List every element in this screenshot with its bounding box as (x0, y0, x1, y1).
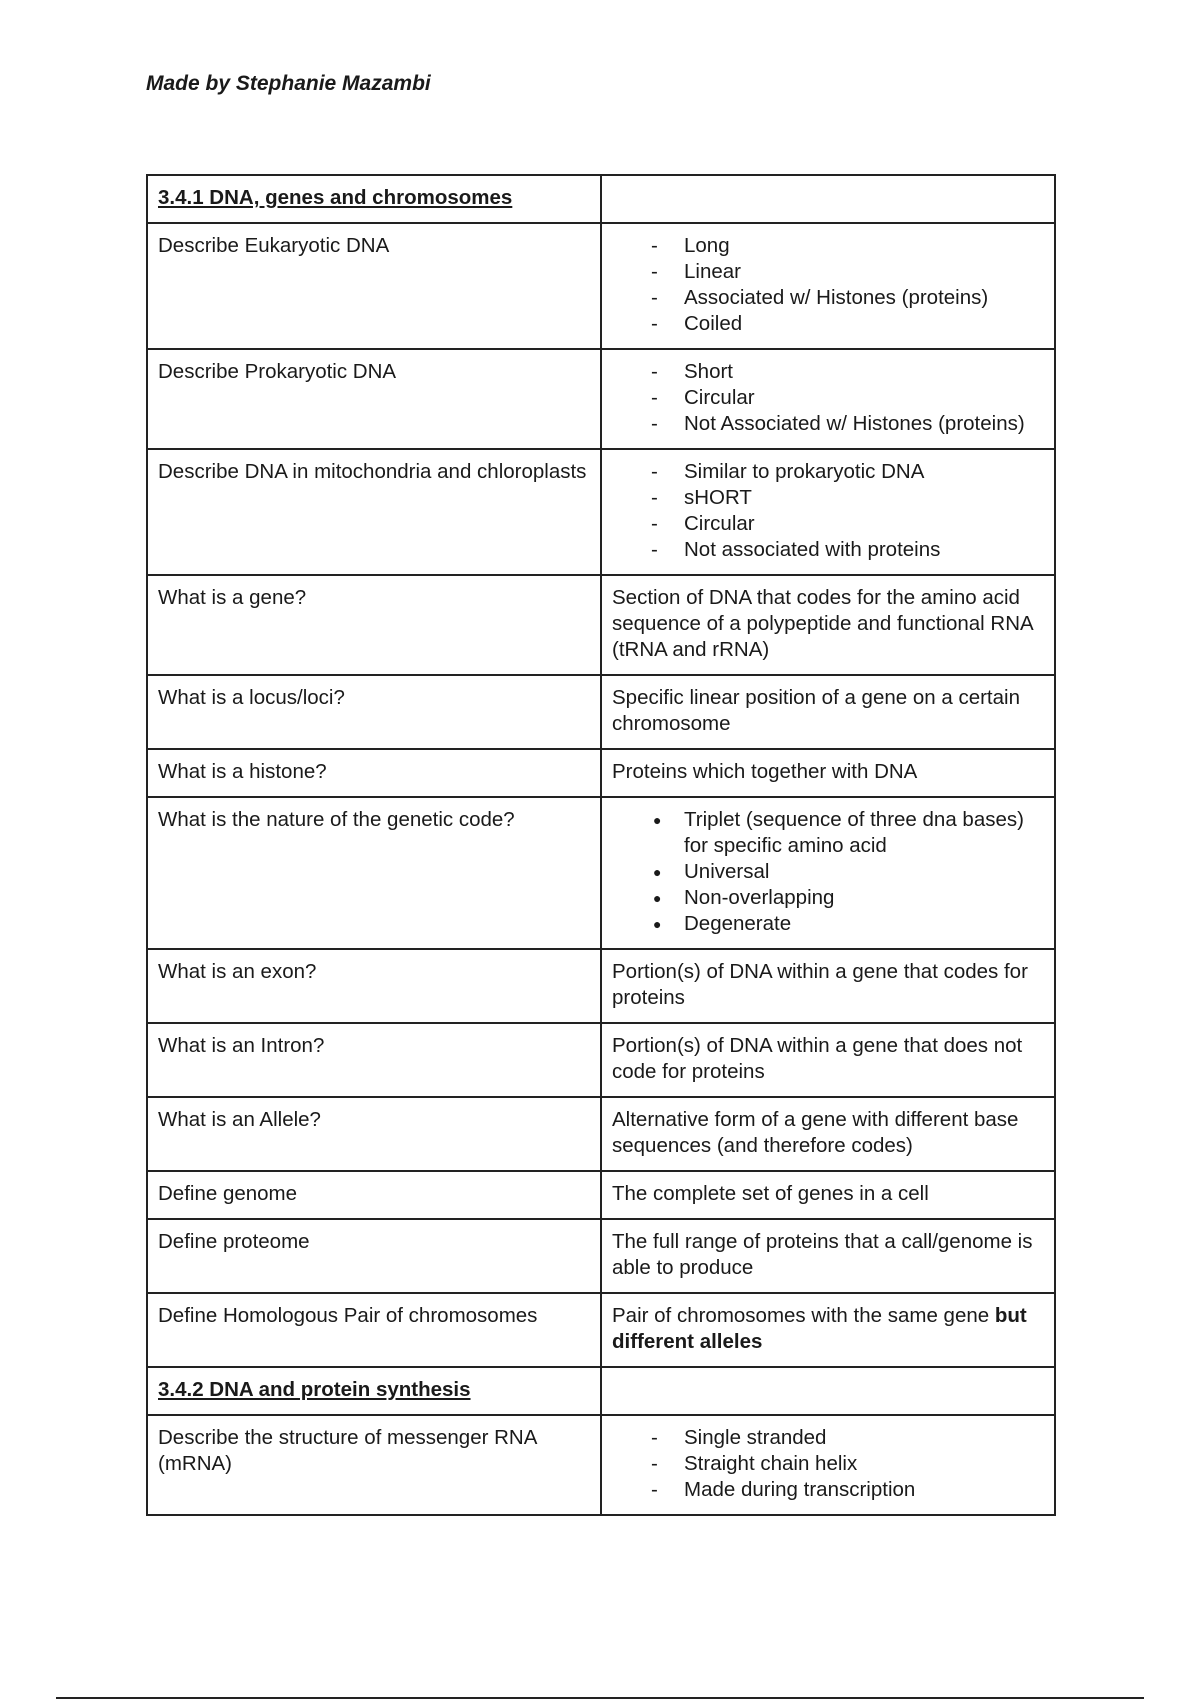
table-row (147, 749, 1055, 797)
list-item: ● Degenerate (651, 911, 1044, 937)
list-item: - Straight chain helix (651, 1451, 1044, 1477)
list-item: ● Non-overlapping (651, 885, 1044, 911)
list-item: - Long (651, 233, 1044, 259)
list-item: - Not associated with proteins (651, 537, 1044, 563)
answer-list (612, 359, 1044, 437)
answer-list (612, 1425, 1044, 1503)
table-row (147, 223, 1055, 349)
question-cell: What is the nature of the genetic code? (147, 797, 601, 949)
question-cell: Describe the structure of messenger RNA (mRNA) (147, 1415, 601, 1515)
answer-cell: Alternative form of a gene with different base sequences (and therefore codes) (601, 1097, 1055, 1171)
table-row (147, 1171, 1055, 1219)
list-item: - Similar to prokaryotic DNA (651, 459, 1044, 485)
list-item: - Linear (651, 259, 1044, 285)
question-cell: Define proteome (147, 1219, 601, 1293)
list-item: ● Universal (651, 859, 1044, 885)
table-row (147, 797, 1055, 949)
table-row (147, 949, 1055, 1023)
table-row (147, 1023, 1055, 1097)
answer-list (612, 807, 1044, 937)
answer-cell (601, 797, 1055, 949)
answer-cell (601, 349, 1055, 449)
section-title: 3.4.2 DNA and protein synthesis (147, 1367, 601, 1415)
table-row (147, 1293, 1055, 1367)
table-row (147, 575, 1055, 675)
list-item: - Single stranded (651, 1425, 1044, 1451)
section-header-empty-cell (601, 1367, 1055, 1415)
list-item: ● Triplet (sequence of three dna bases) for specific amino acid (651, 807, 1044, 859)
answer-emphasis: but different alleles (612, 1304, 1027, 1353)
section-title: 3.4.1 DNA, genes and chromosomes (147, 175, 601, 223)
list-item: - Coiled (651, 311, 1044, 337)
question-cell: What is an Allele? (147, 1097, 601, 1171)
question-cell: What is a histone? (147, 749, 601, 797)
question-cell: Define Homologous Pair of chromosomes (147, 1293, 601, 1367)
list-item: - Circular (651, 385, 1044, 411)
answer-cell: Specific linear position of a gene on a certain chromosome (601, 675, 1055, 749)
table-row (147, 449, 1055, 575)
list-item: - Circular (651, 511, 1044, 537)
author-credit: Made by Stephanie Mazambi (146, 72, 431, 95)
list-item: - Not Associated w/ Histones (proteins) (651, 411, 1044, 437)
answer-cell: The full range of proteins that a call/genome is able to produce (601, 1219, 1055, 1293)
table-row (147, 675, 1055, 749)
question-cell: Define genome (147, 1171, 601, 1219)
list-item: - Short (651, 359, 1044, 385)
question-cell: What is an exon? (147, 949, 601, 1023)
answer-cell: The complete set of genes in a cell (601, 1171, 1055, 1219)
section-header-row (147, 1367, 1055, 1415)
list-item: - Made during transcription (651, 1477, 1044, 1503)
answer-cell: Portion(s) of DNA within a gene that does not code for proteins (601, 1023, 1055, 1097)
answer-cell: Portion(s) of DNA within a gene that codes for proteins (601, 949, 1055, 1023)
answer-cell (601, 449, 1055, 575)
question-cell: What is a locus/loci? (147, 675, 601, 749)
question-cell: Describe Prokaryotic DNA (147, 349, 601, 449)
answer-cell (601, 223, 1055, 349)
revision-table (146, 174, 1056, 1516)
footer-rule (56, 1697, 1144, 1699)
answer-cell: Proteins which together with DNA (601, 749, 1055, 797)
table-row (147, 349, 1055, 449)
question-cell: What is a gene? (147, 575, 601, 675)
table-row (147, 1415, 1055, 1515)
question-cell: What is an Intron? (147, 1023, 601, 1097)
list-item: - Associated w/ Histones (proteins) (651, 285, 1044, 311)
answer-cell: Section of DNA that codes for the amino acid sequence of a polypeptide and functional RNA (tRNA and rRNA) (601, 575, 1055, 675)
answer-list (612, 459, 1044, 563)
section-header-row (147, 175, 1055, 223)
question-cell: Describe Eukaryotic DNA (147, 223, 601, 349)
question-cell: Describe DNA in mitochondria and chloroplasts (147, 449, 601, 575)
list-item: - sHORT (651, 485, 1044, 511)
table-row (147, 1219, 1055, 1293)
table-row (147, 1097, 1055, 1171)
answer-text: Pair of chromosomes with the same gene (612, 1304, 990, 1327)
answer-cell (601, 1293, 1055, 1367)
answer-cell (601, 1415, 1055, 1515)
answer-list (612, 233, 1044, 337)
section-header-empty-cell (601, 175, 1055, 223)
